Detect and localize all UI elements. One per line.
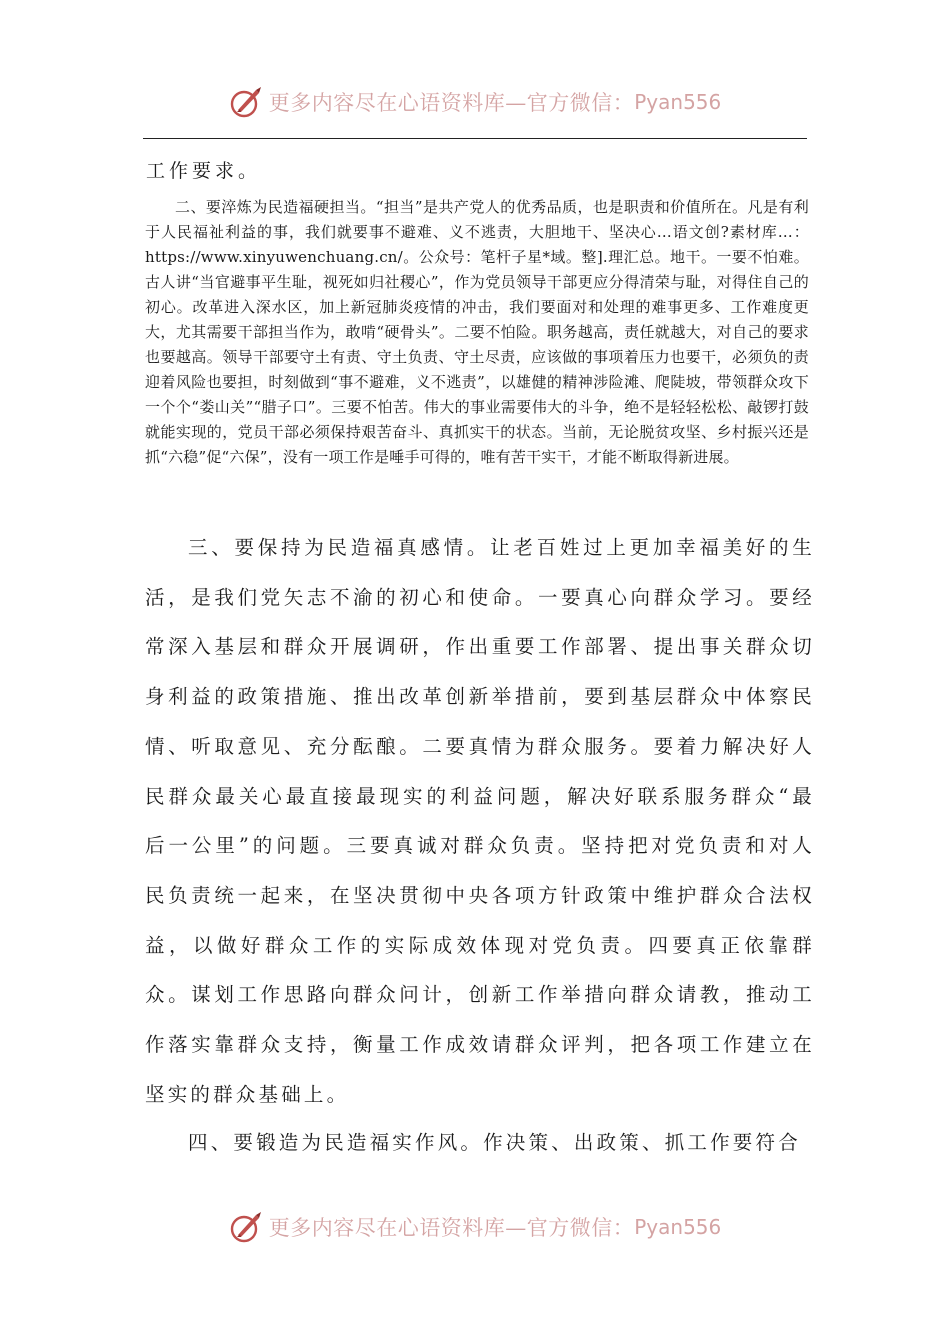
paragraph-3: 三、要保持为民造福真感情。让老百姓过上更加幸福美好的生活，是我们党矢志不渝的初心和使命。一要真心向群众学习。要经常深入基层和群众开展调研，作出重要工作部署、提出事关群众切身利益的政策措施、推出改革创新举措前，要到基层群众中体察民情、听取意见、充分酝酿。二要真情为群众服务。要着力解决好人民群众最关心最直接最现实的利益问题，解决好联系服务群众“最后一公里”的问题。三要真诚对群众负责。坚持把对党负责和对人民负责统一起来，在坚决贯彻中央各项方针政策中维护群众合法权益，以做好群众工作的实际成效体现对党负责。四要真正依靠群众。谋划工作思路向群众问计，创新工作举措向群众请教，推动工作落实靠群众支持，衡量工作成效请群众评判，把各项工作建立在坚实的群众基础上。 — [145, 536, 815, 1106]
header-banner-text: 更多内容尽在心语资料库—官方微信： — [268, 91, 635, 115]
quill-pen-logo-icon — [229, 1210, 263, 1244]
header-banner — [0, 82, 950, 122]
footer-banner — [0, 1207, 950, 1247]
quill-pen-logo-icon — [229, 85, 263, 119]
paragraph-2: 二、要淬炼为民造福硬担当。“担当”是共产党人的优秀品质，也是职责和价值所在。凡是有利于人民福祉利益的事，我们就要事不避难、义不逃责，大胆地干、坚决心…语文创?素材库…：https://www.xinyuwenchuang.cn/。公众号：笔杆子星*域。整].理汇总。地干。一要不怕难。古人讲“当官避事平生耻，视死如归社稷心”，作为党员领导干部更应分得清荣与耻，对得住自己的初心。改革进入深水区，加上新冠肺炎疫情的冲击，我们要面对和处理的难事更多、工作难度更大，尤其需要干部担当作为，敢啃“硬骨头”。二要不怕险。职务越高，责任就越大，对自己的要求也要越高。领导干部要守土有责、守土负责、守土尽责，应该做的事项着压力也要干，必须负的责迎着风险也要担，时刻做到“事不避难，义不逃责”，以雄健的精神涉险滩、爬陡坡，带领群众攻下一个个“娄山关”“腊子口”。三要不怕苦。伟大的事业需要伟大的斗争，绝不是轻轻松松、敲锣打鼓就能实现的，党员干部必须保持艰苦奋斗、真抓实干的状态。当前，无论脱贫攻坚、乡村振兴还是抓“六稳”促“六保”，没有一项工作是唾手可得的，唯有苦干实干，才能不断取得新进展。 — [145, 198, 809, 466]
header-divider — [143, 138, 807, 139]
continued-line: 工作要求。 — [146, 160, 262, 182]
paragraph-4: 四、要锻造为民造福实作风。作决策、出政策、抓工作要符合 — [188, 1131, 801, 1154]
footer-banner-text: 更多内容尽在心语资料库—官方微信： — [268, 1216, 635, 1240]
header-banner-handle: Pyan556 — [634, 90, 722, 114]
footer-banner-handle: Pyan556 — [634, 1215, 722, 1239]
